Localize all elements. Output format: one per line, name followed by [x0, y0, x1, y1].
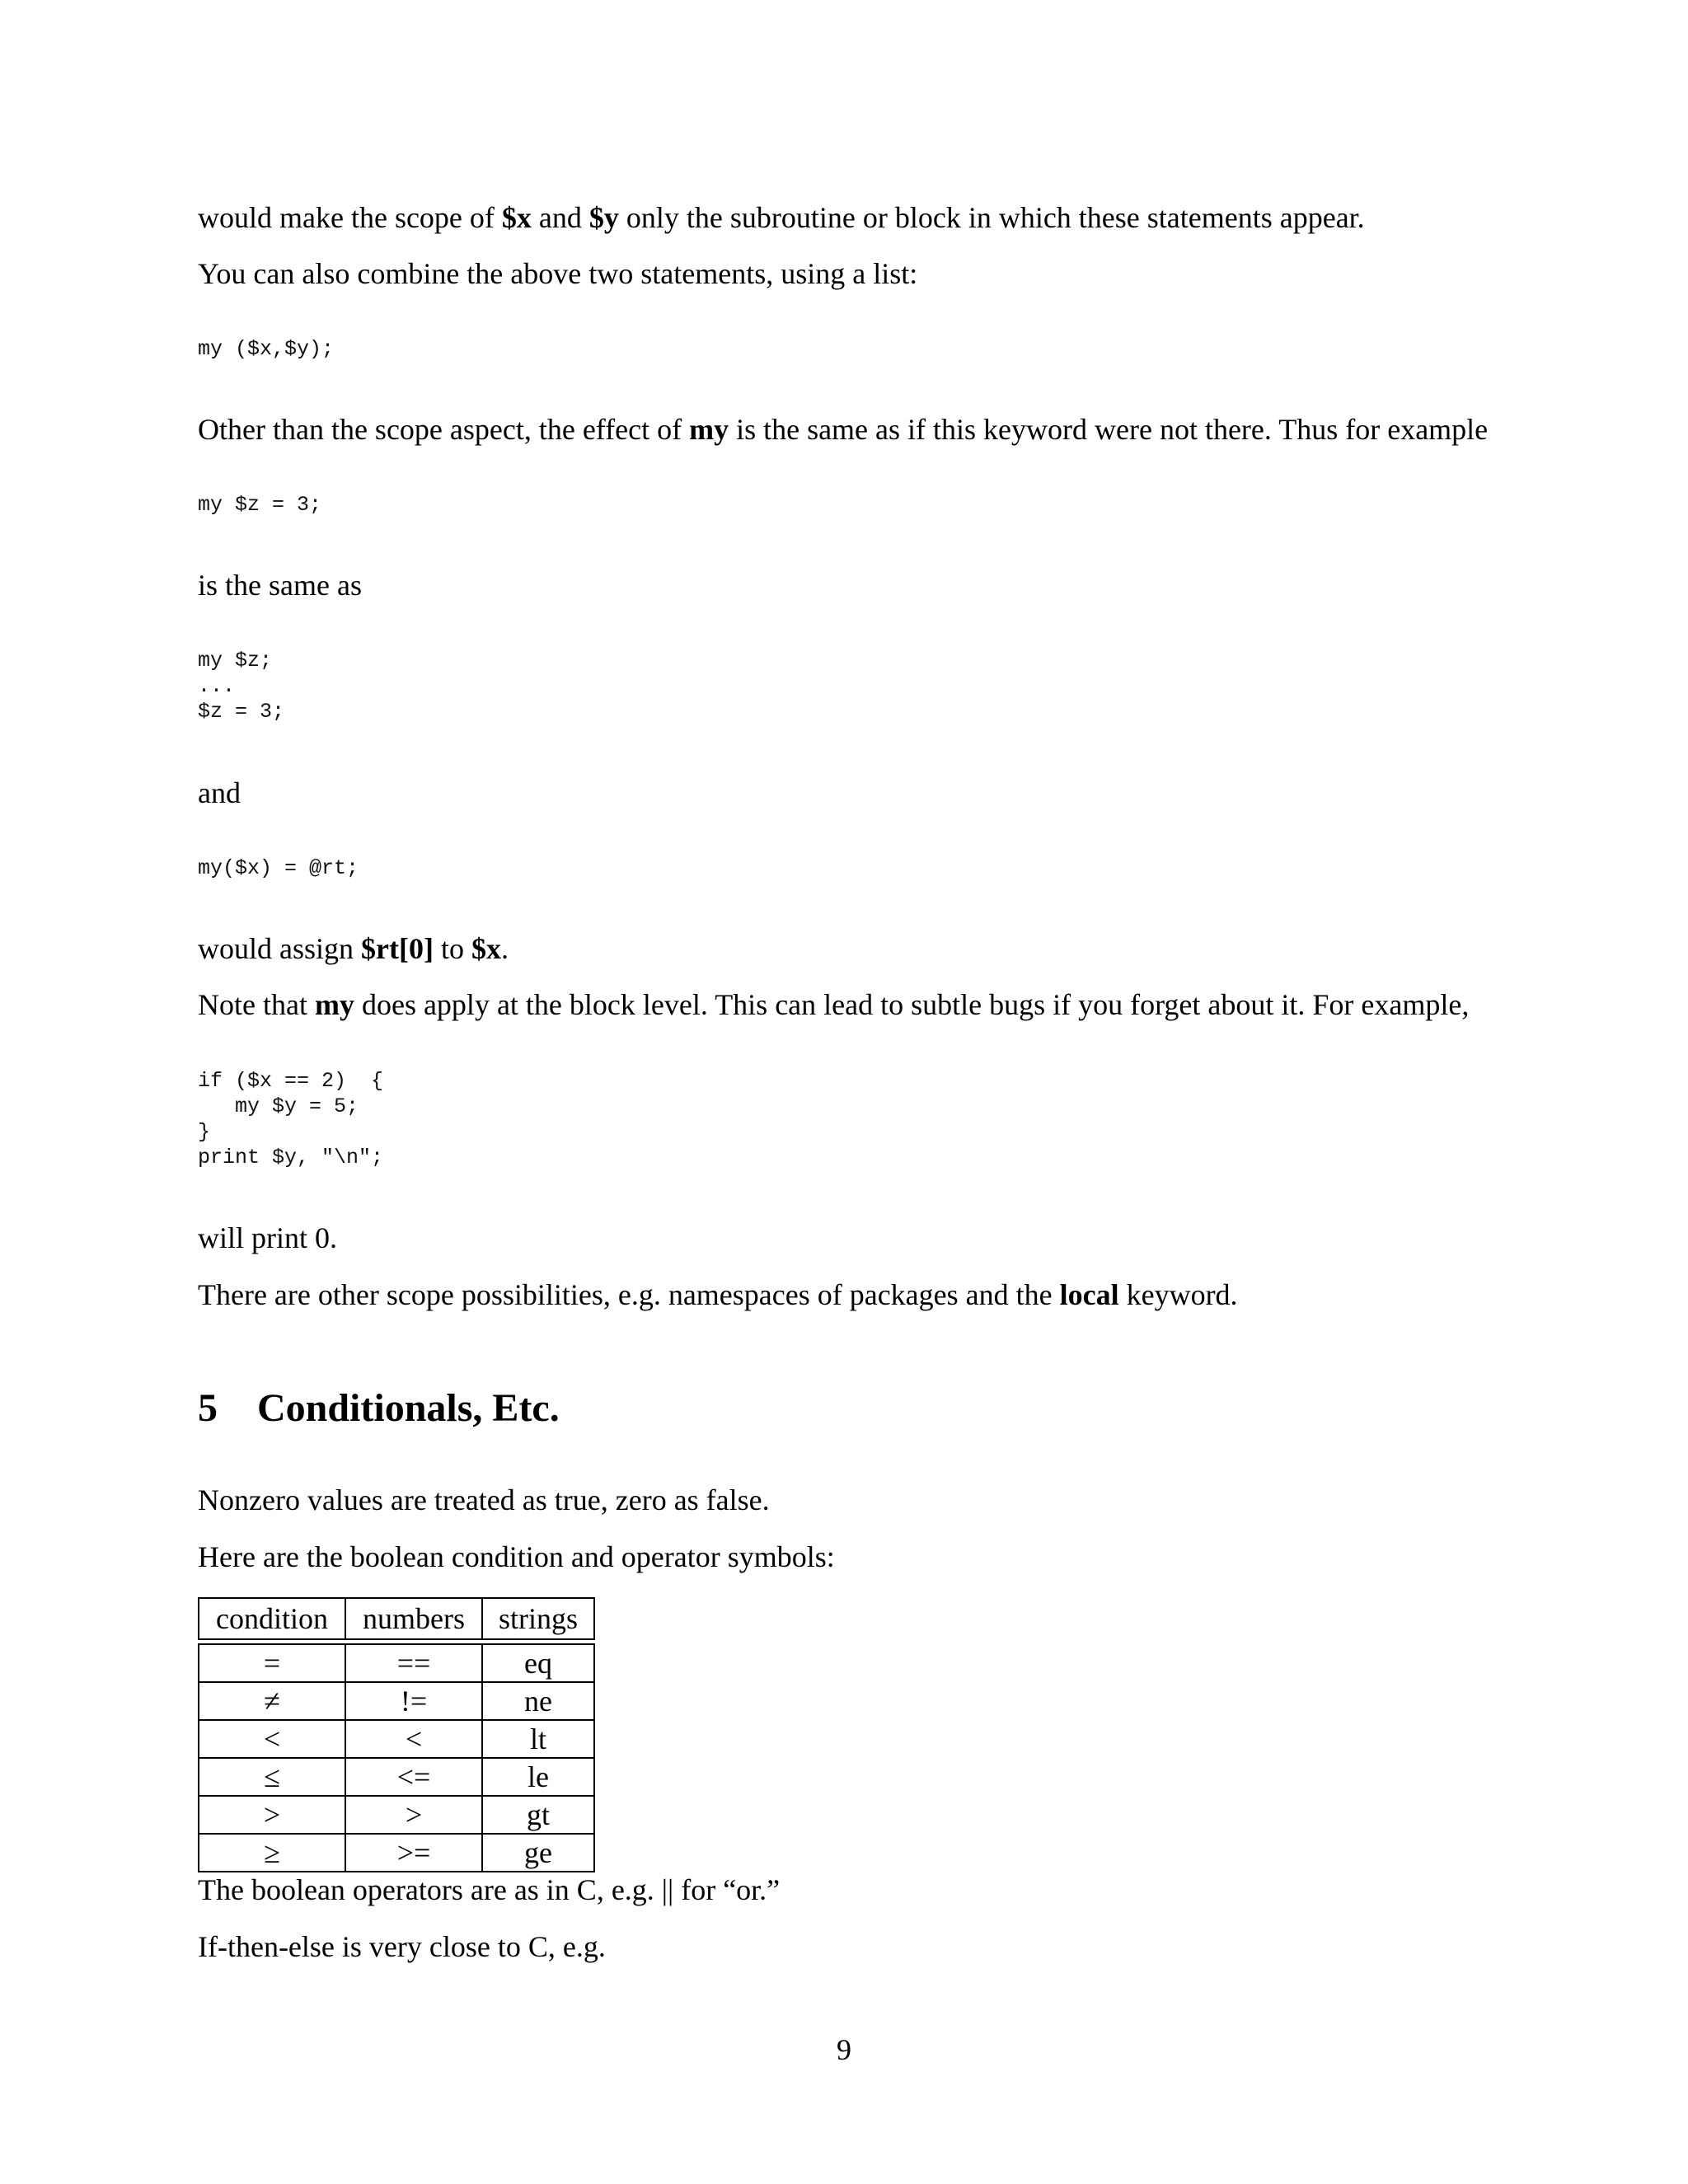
- paragraph: would make the scope of $x and $y only the subroutine or block in which these statements appear.: [198, 201, 1365, 234]
- table-cell: <: [199, 1720, 345, 1758]
- section-title: Conditionals, Etc.: [257, 1386, 560, 1430]
- table-cell: ==: [345, 1644, 482, 1682]
- paragraph: The boolean operators are as in C, e.g. || for “or.”: [198, 1873, 781, 1906]
- paragraph: Here are the boolean condition and operator symbols:: [198, 1540, 835, 1573]
- paragraph: If-then-else is very close to C, e.g.: [198, 1930, 606, 1963]
- table-row: [199, 1644, 594, 1682]
- table-cell: ne: [482, 1682, 594, 1720]
- table-row: [199, 1834, 594, 1872]
- table-cell: =: [199, 1644, 345, 1682]
- paragraph: and: [198, 776, 241, 809]
- paragraph: Other than the scope aspect, the effect of my is the same as if this keyword were not there. Thus for example: [198, 413, 1489, 446]
- table-cell: ≤: [199, 1758, 345, 1796]
- table-cell: lt: [482, 1720, 594, 1758]
- table-cell: ge: [482, 1834, 594, 1872]
- table-row: [199, 1796, 594, 1834]
- paragraph: Note that my does apply at the block level. This can lead to subtle bugs if you forget about it. For example,: [198, 988, 1470, 1021]
- code-block: my($x) = @rt;: [198, 856, 359, 880]
- table-row: [199, 1720, 594, 1758]
- paragraph: There are other scope possibilities, e.g. namespaces of packages and the local keyword.: [198, 1278, 1238, 1311]
- code-block: if ($x == 2) { my $y = 5; } print $y, "\n";: [198, 1069, 384, 1169]
- table-row: [199, 1758, 594, 1796]
- table-header: strings: [482, 1598, 594, 1639]
- table-cell: ≠: [199, 1682, 345, 1720]
- page-number: 9: [837, 2033, 851, 2066]
- table-cell: >: [199, 1796, 345, 1834]
- table-cell: eq: [482, 1644, 594, 1682]
- table-cell: >: [345, 1796, 482, 1834]
- table-header-row: [199, 1598, 594, 1639]
- table-cell: le: [482, 1758, 594, 1796]
- paragraph: will print 0.: [198, 1221, 337, 1254]
- table-cell: gt: [482, 1796, 594, 1834]
- table-cell: >=: [345, 1834, 482, 1872]
- table-header: condition: [199, 1598, 345, 1639]
- paragraph: You can also combine the above two statements, using a list:: [198, 257, 918, 290]
- table-cell: !=: [345, 1682, 482, 1720]
- paragraph: Nonzero values are treated as true, zero as false.: [198, 1483, 770, 1516]
- paragraph: is the same as: [198, 569, 362, 602]
- code-block: my $z; ... $z = 3;: [198, 649, 285, 724]
- section-heading: [198, 1386, 560, 1430]
- table-row: [199, 1682, 594, 1720]
- code-block: my ($x,$y);: [198, 337, 335, 361]
- paragraph: would assign $rt[0] to $x.: [198, 932, 509, 965]
- code-block: my $z = 3;: [198, 493, 322, 517]
- table-cell: ≥: [199, 1834, 345, 1872]
- table-cell: <: [345, 1720, 482, 1758]
- section-number: 5: [198, 1386, 218, 1430]
- table-header: numbers: [345, 1598, 482, 1639]
- table-cell: <=: [345, 1758, 482, 1796]
- operator-table: [198, 1597, 595, 1872]
